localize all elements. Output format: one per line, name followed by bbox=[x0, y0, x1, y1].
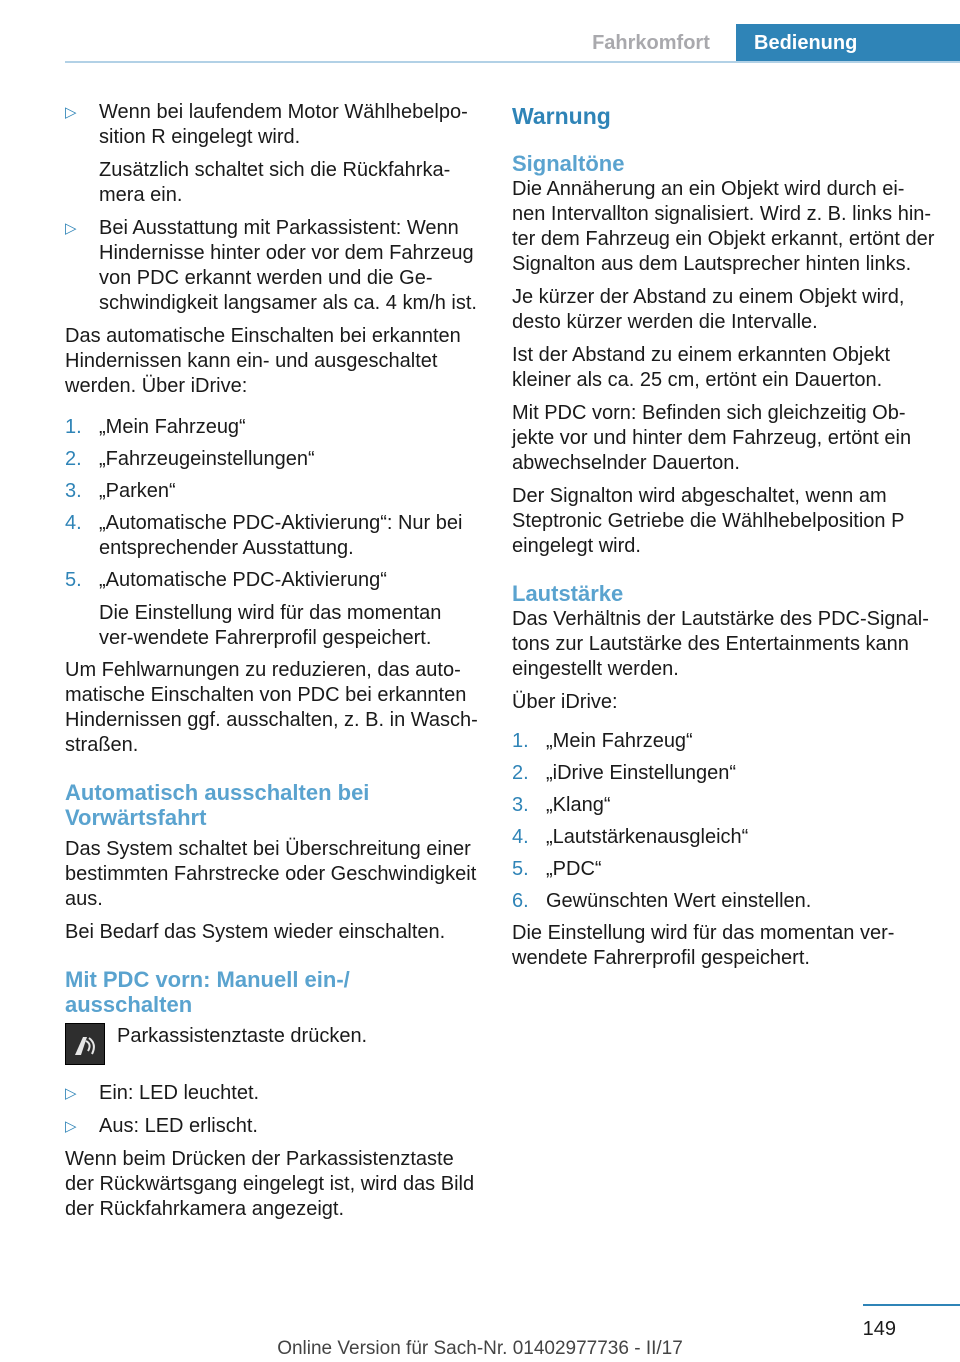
bullet-text: Aus: LED erlischt. bbox=[99, 1115, 258, 1137]
paragraph: Mit PDC vorn: Befinden sich gleichzeitig Ob-jekte vor und hinter dem Fahrzeug, ertönt ein abwechselnder Dauerton. bbox=[512, 402, 912, 474]
tab-bedienung[interactable]: Bedienung bbox=[736, 24, 960, 62]
step-subtext: Die Einstellung wird für das momentan ver-wendete Fahrerprofil gespeichert. bbox=[99, 602, 442, 649]
list-item bbox=[512, 761, 936, 786]
list-item bbox=[65, 511, 481, 561]
paragraph: Ist der Abstand zu einem erkannten Objekt kleiner als ca. 25 cm, ertönt ein Dauerton. bbox=[512, 344, 890, 391]
list-item bbox=[512, 729, 936, 754]
step-text: „Automatische PDC-Aktivierung“: Nur bei entsprechender Ausstattung. bbox=[99, 512, 463, 559]
step-text: „Automatische PDC-Aktivierung“ bbox=[99, 569, 387, 591]
step-text: „PDC“ bbox=[546, 858, 602, 880]
step-number: 6. bbox=[512, 890, 529, 912]
paragraph: Bei Bedarf das System wieder einschalten. bbox=[65, 921, 446, 943]
paragraph: Das Verhältnis der Lautstärke des PDC-Signal-tons zur Lautstärke des Entertainments kann eingestellt werden. bbox=[512, 608, 929, 680]
park-assist-button-icon bbox=[65, 1023, 105, 1065]
section-heading: Automatisch ausschalten bei Vorwärtsfahrt bbox=[65, 780, 370, 830]
paragraph: Je kürzer der Abstand zu einem Objekt wird, desto kürzer werden die Intervalle. bbox=[512, 286, 905, 333]
header-tabs bbox=[566, 24, 960, 62]
section-heading: Mit PDC vorn: Manuell ein-/ ausschalten bbox=[65, 967, 350, 1017]
step-text: Gewünschten Wert einstellen. bbox=[546, 890, 812, 912]
icon-row bbox=[65, 1023, 481, 1065]
footer-rule bbox=[863, 1304, 960, 1306]
bullet-triangle-icon: ▷ bbox=[65, 220, 77, 237]
list-item bbox=[65, 216, 481, 316]
step-number: 1. bbox=[65, 416, 82, 438]
right-column bbox=[512, 100, 936, 979]
paragraph: Die Einstellung wird für das momentan ver-wendete Fahrerprofil gespeichert. bbox=[512, 922, 895, 969]
step-number: 2. bbox=[512, 762, 529, 784]
list-item bbox=[512, 889, 936, 914]
bullet-text: Wenn bei laufendem Motor Wählhebelpo-sition R eingelegt wird. bbox=[99, 101, 468, 148]
paragraph: Die Annäherung an ein Objekt wird durch ei-nen Intervallton signalisiert. Wird z. B. links hin-ter dem Fahrzeug ein Objekt erkannt, ertönt der Signalton aus dem Lautsprecher hinten links. bbox=[512, 178, 935, 275]
paragraph: Wenn beim Drücken der Parkassistenztaste der Rückwärtsgang eingelegt ist, wird das Bild der Rückfahrkamera angezeigt. bbox=[65, 1148, 475, 1220]
step-text: „Fahrzeugeinstellungen“ bbox=[99, 448, 315, 470]
bullet-text: Ein: LED leuchtet. bbox=[99, 1082, 260, 1104]
bullet-subtext: Zusätzlich schaltet sich die Rückfahrka-mera ein. bbox=[99, 159, 451, 206]
section-heading: Signaltöne bbox=[512, 151, 625, 176]
list-item bbox=[65, 1081, 481, 1106]
paragraph: Der Signalton wird abgeschaltet, wenn am Steptronic Getriebe die Wählhebelposition P eingelegt wird. bbox=[512, 485, 905, 557]
bullet-triangle-icon: ▷ bbox=[65, 104, 77, 121]
section-heading: Lautstärke bbox=[512, 581, 624, 606]
tab-fahrkomfort[interactable]: Fahrkomfort bbox=[592, 32, 710, 54]
paragraph: Über iDrive: bbox=[512, 691, 618, 713]
step-text: „Klang“ bbox=[546, 794, 611, 816]
step-text: „Parken“ bbox=[99, 480, 176, 502]
list-item bbox=[65, 100, 481, 208]
step-number: 2. bbox=[65, 448, 82, 470]
paragraph: Um Fehlwarnungen zu reduzieren, das auto-matische Einschalten von PDC bei erkannten Hindernissen ggf. ausschalten, z. B. in Wasch-straßen. bbox=[65, 659, 478, 756]
section-heading: Warnung bbox=[512, 103, 611, 129]
bullet-text: Bei Ausstattung mit Parkassistent: Wenn Hindernisse hinter oder vor dem Fahrzeug von PDC erkannt werden und die Ge-schwindigkeit langsamer als ca. 4 km/h ist. bbox=[99, 217, 477, 314]
step-number: 4. bbox=[512, 826, 529, 848]
icon-description: Parkassistenztaste drücken. bbox=[117, 1025, 368, 1047]
list-item bbox=[65, 415, 481, 440]
bullet-triangle-icon: ▷ bbox=[65, 1085, 77, 1102]
step-text: „iDrive Einstellungen“ bbox=[546, 762, 737, 784]
paragraph: Das System schaltet bei Überschreitung einer bestimmten Fahrstrecke oder Geschwindigkeit aus. bbox=[65, 838, 477, 910]
page-number: 149 bbox=[862, 1318, 896, 1340]
bullet-triangle-icon: ▷ bbox=[65, 1118, 77, 1135]
list-item bbox=[512, 793, 936, 818]
list-item bbox=[65, 447, 481, 472]
left-column bbox=[65, 100, 481, 1230]
list-item bbox=[512, 857, 936, 882]
step-text: „Mein Fahrzeug“ bbox=[546, 730, 693, 752]
header-rule bbox=[65, 61, 960, 63]
list-item bbox=[65, 568, 481, 651]
step-number: 5. bbox=[65, 569, 82, 591]
step-number: 3. bbox=[512, 794, 529, 816]
step-text: „Lautstärkenausgleich“ bbox=[546, 826, 749, 848]
step-number: 5. bbox=[512, 858, 529, 880]
step-number: 4. bbox=[65, 512, 82, 534]
online-version-note: Online Version für Sach-Nr. 01402977736 - II/17 bbox=[277, 1338, 683, 1359]
list-item bbox=[65, 1114, 481, 1139]
list-item bbox=[512, 825, 936, 850]
list-item bbox=[65, 479, 481, 504]
step-text: „Mein Fahrzeug“ bbox=[99, 416, 246, 438]
step-number: 1. bbox=[512, 730, 529, 752]
paragraph: Das automatische Einschalten bei erkannten Hindernissen kann ein- und ausgeschaltet werden. Über iDrive: bbox=[65, 325, 461, 397]
step-number: 3. bbox=[65, 480, 82, 502]
